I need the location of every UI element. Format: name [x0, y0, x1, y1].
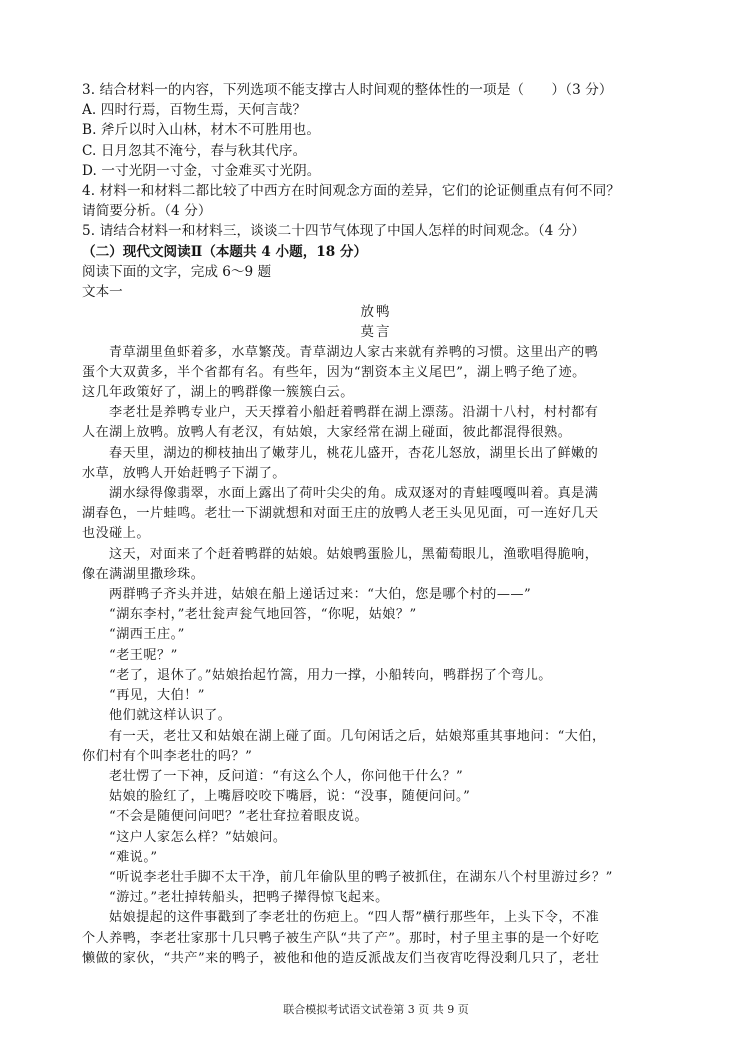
text-label: 文本一 — [82, 284, 123, 301]
article-line: “湖西王庄。” — [109, 627, 185, 643]
article-line: 个人养鸭，李老壮家那十几只鸭子被生产队“共了产”。那时，村子里主事的是一个好吃 — [82, 930, 600, 946]
question-3-option-d: D. 一寸光阴一寸金，寸金难买寸光阴。 — [82, 162, 321, 179]
article-line: 春天里，湖边的柳枝抽出了嫩芽儿，桃花儿盛开，杏花儿怒放，湖里长出了鲜嫩的 — [109, 445, 599, 461]
article-line: “老王呢？” — [109, 647, 178, 663]
article-line: 李老壮是养鸭专业户，天天撑着小船赶着鸭群在湖上漂荡。沿湖十八村，村村都有 — [109, 405, 599, 421]
article-line: “老了，退休了。”姑娘抬起竹篙，用力一撑，小船转向，鸭群拐了个弯儿。 — [109, 667, 552, 683]
article-line: “再见，大伯！” — [109, 688, 205, 704]
section-heading: （二）现代文阅读Ⅱ（本题共 4 小题，18 分） — [82, 243, 368, 260]
article-line: 姑娘提起的这件事戳到了李老壮的伤疤上。“四人帮”横行那些年，上头下令，不准 — [109, 910, 600, 926]
article-line: 姑娘的脸红了，上嘴唇咬咬下嘴唇，说：“没事，随便问问。” — [109, 789, 471, 805]
question-3-stem: 3. 结合材料一的内容，下列选项不能支撑古人时间观的整体性的一项是（ ）（3 分） — [82, 82, 613, 98]
section-instruction: 阅读下面的文字，完成 6～9 题 — [82, 263, 272, 280]
article-line: 老壮愣了一下神，反问道：“有这么个人，你问他干什么？” — [109, 768, 464, 784]
article-line: 你们村有个叫李老壮的吗？” — [82, 748, 253, 764]
article-line: 这天，对面来了个赶着鸭群的姑娘。姑娘鸭蛋脸儿，黑葡萄眼儿，渔歌唱得脆响， — [109, 546, 599, 562]
article-line: “游过。”老壮掉转船头，把鸭子撵得惊飞起来。 — [109, 890, 389, 906]
article-line: 青草湖里鱼虾着多，水草繁茂。青草湖边人家古来就有养鸭的习惯。这里出产的鸭 — [109, 344, 599, 360]
article-line: “这户人家怎么样？”姑娘问。 — [109, 829, 287, 845]
question-4-line-2: 请简要分析。（4 分） — [82, 203, 212, 220]
article-line: “不会是随便问问吧？”老壮耷拉着眼皮说。 — [109, 809, 369, 825]
article-line: 有一天，老壮又和姑娘在湖上碰了面。几句闲话之后，姑娘郑重其事地问：“大伯， — [109, 728, 606, 744]
article-line: 像在满湖里撒珍珠。 — [82, 566, 205, 582]
question-3-option-c: C. 日月忽其不淹兮，春与秋其代序。 — [82, 142, 307, 159]
article-line: “难说。” — [109, 849, 158, 865]
article-line: 他们就这样认识了。 — [109, 708, 232, 724]
article-line: 两群鸭子齐头并进，姑娘在船上递话过来：“大伯，您是哪个村的——” — [109, 587, 532, 603]
article-author: 莫言 — [360, 324, 392, 341]
article-line: 也没碰上。 — [82, 526, 150, 542]
article-line: 懒做的家伙，“共产”来的鸭子，被他和他的造反派战友们当夜宵吃得没剩几只了，老壮 — [82, 950, 600, 966]
page-content — [82, 80, 670, 969]
article-body — [82, 343, 670, 969]
article-line: “听说李老壮手脚不太干净，前几年偷队里的鸭子被抓住，在湖东八个村里游过乡？” — [109, 869, 613, 885]
article-line: 人在湖上放鸭。放鸭人有老汉，有姑娘，大家经常在湖上碰面，彼此都混得很熟。 — [82, 425, 572, 441]
question-3-option-a: A. 四时行焉，百物生焉，天何言哉？ — [82, 102, 307, 119]
article-line: 湖春色，一片蛙鸣。老壮一下湖就想和对面王庄的放鸭人老王头见见面，可一连好几天 — [82, 506, 599, 522]
article-line: 水草，放鸭人开始赶鸭子下湖了。 — [82, 465, 286, 481]
question-3-option-b: B. 斧斤以时入山林，材木不可胜用也。 — [82, 122, 321, 139]
article-line: “湖东李村，”老壮瓮声瓮气地回答，“你呢，姑娘？” — [109, 607, 417, 623]
article-line: 湖水绿得像翡翠，水面上露出了荷叶尖尖的角。成双逐对的青蛙嘎嘎叫着。真是满 — [109, 486, 599, 502]
question-4-line-1: 4. 材料一和材料二都比较了中西方在时间观念方面的差异，它们的论证侧重点有何不同？ — [82, 183, 620, 200]
page-footer: 联合模拟考试语文试卷第 3 页 共 9 页 — [283, 1003, 469, 1016]
article-title: 放鸭 — [360, 304, 392, 321]
question-5-stem: 5. 请结合材料一和材料三，谈谈二十四节气体现了中国人怎样的时间观念。（4 分） — [82, 223, 586, 240]
article-line: 蛋个大双黄多，半个省都有名。有些年，因为“割资本主义尾巴”，湖上鸭子绝了迹。 — [82, 364, 586, 380]
article-line: 这几年政策好了，湖上的鸭群像一簇簇白云。 — [82, 385, 354, 401]
